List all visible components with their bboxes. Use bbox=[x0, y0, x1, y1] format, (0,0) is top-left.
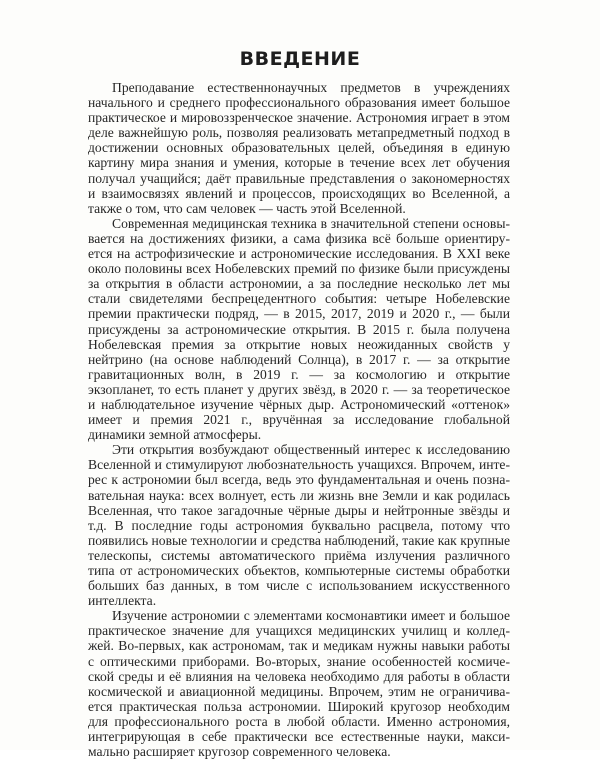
page-title: ВВЕДЕНИЕ bbox=[239, 48, 361, 70]
paragraph-2: Современная медицинская техника в значительной степени основывается на достижениях физики, а сама физика всё больше ориентируется на астрофизические и астрономические исследования. В XXI веке около половины всех Нобелевских премий по физике были присуждены за открытия в области астрономии, а за последние несколько лет мы стали свидетелями беспрецедентного события: четыре Нобелевские премии практически подряд, — в 2015, 2017, 2019 и 2020 г., — были присуждены за астрономические открытия. В 2015 г. была получена Нобелевская премия за открытие новых неожиданных свойств у нейтрино (на основе наблюдений Солнца), в 2017 г. — за открытие гравитационных волн, в 2019 г. — за космологию и открытие экзопланет, то есть планет у других звёзд, в 2020 г. — за теоретическое и наблюдательное изучение чёрных дыр. Астрономический «оттенок» имеет и премия 2021 г., вручённая за исследование глобальной динамики земной атмосферы. bbox=[88, 215, 510, 443]
paragraph-1: Преподавание естественнонаучных предметов в учреждениях начального и среднего профессионального образования имеет большое практическое и мировоззренческое значение. Астрономия играет в этом деле важнейшую роль, позволяя реализовать метапредметный подход в достижении основных образовательных целей, объединяя в единую картину мира знания и умения, которые в течение всех лет обучения получал учащийся; даёт правильные представления о закономерностях и взаимосвязях явлений и процессов, происходящих во Вселенной, а также о том, что сам человек — часть этой Вселенной. bbox=[88, 80, 510, 216]
paragraph-4: Изучение астрономии с элементами космонавтики имеет и большое практическое значение для учащихся медицинских училищ и колледжей. Во-первых, как астрономам, так и медикам нужны навыки работы с оптическими приборами. Во-вторых, знание особенностей космической среды и её влияния на человека необходимо для работы в области космической и авиационной медицины. Впрочем, этим не ограничивается практическая польза астрономии. Широкий кругозор необходим для профессионального роста в любой области. Именно астрономия, интегрирующая в себе практически все естественные науки, максимально расширяет кругозор современного человека. bbox=[88, 608, 510, 759]
body-text bbox=[88, 80, 510, 759]
paragraph-3: Эти открытия возбуждают общественный интерес к исследованию Вселенной и стимулируют любознательность учащихся. Впрочем, интерес к астрономии был всегда, ведь это фундаментальная и очень познавательная наука: всех волнует, есть ли жизнь вне Земли и как родилась Вселенная, что такое загадочные чёрные дыры и нейтронные звёзды и т.д. В последние годы астрономия буквально расцвела, потому что появились новые технологии и средства наблюдений, такие как крупные телескопы, системы автоматического приёма излучения различного типа от астрономических объектов, компьютерные системы обработки больших баз данных, в том числе с использованием искусственного интеллекта. bbox=[88, 442, 510, 609]
